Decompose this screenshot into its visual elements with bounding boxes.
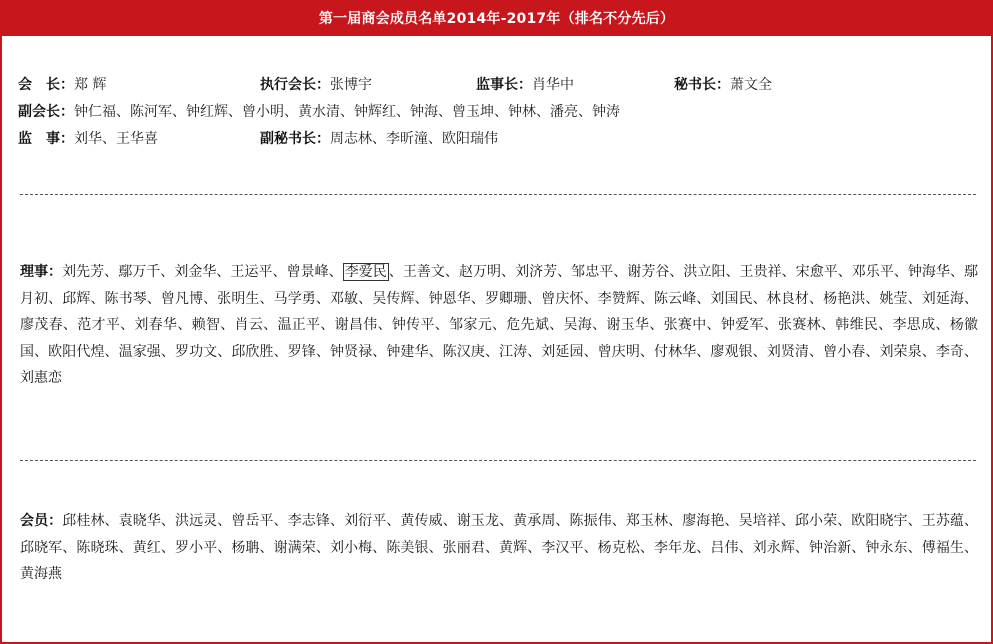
vice-president-value: 钟仁福、陈河军、钟红辉、曾小明、黄水清、钟辉红、钟海、曾玉坤、钟林、潘亮、钟涛 xyxy=(74,104,620,120)
directors-section xyxy=(20,259,978,392)
executive-president-entry xyxy=(260,72,372,99)
deputy-secretary-label: 副秘书长： xyxy=(260,131,330,147)
directors-names-after: 、王善文、赵万明、刘济芳、邹忠平、谢芳谷、洪立阳、王贵祥、宋愈平、邓乐平、钟海华、鄢月初、邱辉、陈书琴、曾凡博、张明生、马学勇、邓敏、吴传辉、钟恩华、罗卿珊、曾庆怀、李赞辉、陈云峰、刘国民、林良材、杨艳洪、姚莹、刘延海、廖茂春、范才平、刘春华、赖智、肖云、温正平、谢昌伟、钟传平、邹家元、危先斌、吴海、谢玉华、张赛中、钟爱军、张赛林、韩维民、李思成、杨徽国、欧阳代煌、温家强、罗功文、邱欣胜、罗锋、钟贤禄、钟建华、陈汉庚、江涛、刘延园、曾庆明、付林华、廖观银、刘贤清、曾小春、刘荣泉、李奇、刘惠恋 xyxy=(20,264,979,386)
chief-supervisor-entry xyxy=(476,72,574,99)
highlighted-name: 李爱民 xyxy=(344,264,387,280)
president-entry xyxy=(18,72,106,99)
deputy-secretary-value: 周志林、李昕潼、欧阳瑞伟 xyxy=(330,131,498,147)
leaders-row-2 xyxy=(18,99,978,126)
deputy-secretary-entry xyxy=(260,126,498,153)
leaders-row-3 xyxy=(18,126,978,153)
section-divider-1 xyxy=(20,194,976,195)
page-title: 第一届商会成员名单2014年-2017年（排名不分先后） xyxy=(2,2,991,36)
chief-supervisor-value: 肖华中 xyxy=(532,77,574,93)
chief-supervisor-label: 监事长： xyxy=(476,77,532,93)
members-label: 会员： xyxy=(20,513,63,529)
section-divider-2 xyxy=(20,460,976,461)
leaders-row-1 xyxy=(18,72,978,99)
directors-names-before: 刘先芳、鄢万千、刘金华、王运平、曾景峰、 xyxy=(62,264,343,280)
executive-president-label: 执行会长： xyxy=(260,77,330,93)
president-label: 会 长： xyxy=(18,77,74,93)
directors-label: 理事： xyxy=(20,264,63,280)
members-section xyxy=(20,508,978,588)
members-names: 邱桂林、袁晓华、洪远灵、曾岳平、李志锋、刘衍平、黄传威、谢玉龙、黄承周、陈振伟、郑玉林、廖海艳、吴培祥、邱小荣、欧阳晓宇、王苏蕴、邱晓军、陈晓珠、黄红、罗小平、杨聃、谢满荣、刘小梅、陈美银、张丽君、黄辉、李汉平、杨克松、李年龙、吕伟、刘永辉、钟治新、钟永东、傅福生、黄海燕 xyxy=(20,513,979,582)
supervisor-entry xyxy=(18,126,158,153)
leadership-section xyxy=(18,72,978,153)
vice-president-entry xyxy=(18,99,620,126)
executive-president-value: 张博宇 xyxy=(330,77,372,93)
secretary-general-entry xyxy=(674,72,772,99)
vice-president-label: 副会长： xyxy=(18,104,74,120)
supervisor-label: 监 事： xyxy=(18,131,74,147)
president-value: 郑 辉 xyxy=(74,77,107,93)
supervisor-value: 刘华、王华喜 xyxy=(74,131,158,147)
secretary-general-value: 萧文全 xyxy=(730,77,772,93)
secretary-general-label: 秘书长： xyxy=(674,77,730,93)
